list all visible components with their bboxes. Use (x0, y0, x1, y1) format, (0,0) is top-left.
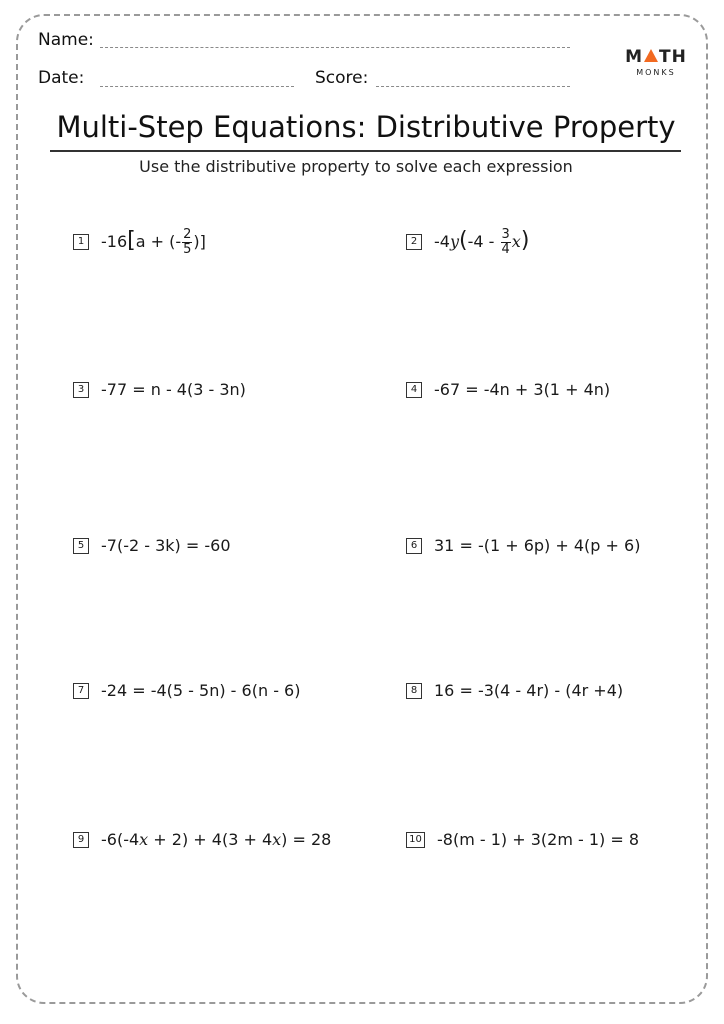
problem-expression: -24 = -4(5 - 5n) - 6(n - 6) (101, 681, 301, 700)
problem-number-box: 6 (406, 538, 422, 554)
expr-variable: x (272, 830, 282, 849)
fraction-numerator: 2 (183, 226, 192, 242)
problem-number-box: 4 (406, 382, 422, 398)
math-monks-logo (625, 48, 687, 78)
problem-4 (406, 377, 610, 403)
expr-variable: x (139, 830, 149, 849)
problem-number-box: 1 (73, 234, 89, 250)
problem-number-box: 2 (406, 234, 422, 250)
expr-bracket: [ (127, 227, 136, 253)
fraction (182, 228, 192, 257)
problem-9 (73, 827, 331, 853)
title-underline (50, 150, 681, 152)
problem-number-box: 7 (73, 683, 89, 699)
problem-expression: -8(m - 1) + 3(2m - 1) = 8 (437, 830, 640, 849)
problem-10 (406, 827, 639, 853)
score-label: Score: (315, 68, 369, 88)
expr-part: + 2) + 4(3 + 4 (148, 830, 273, 849)
score-field-line[interactable] (376, 86, 570, 87)
problem-2 (406, 226, 530, 257)
problem-5 (73, 533, 231, 559)
fraction-denominator: 4 (501, 241, 510, 257)
instructions: Use the distributive property to solve each expression (139, 157, 573, 176)
problem-number-box: 8 (406, 683, 422, 699)
problem-3 (73, 377, 246, 403)
page-title: Multi-Step Equations: Distributive Property (56, 110, 676, 144)
problem-number-box: 3 (73, 382, 89, 398)
name-label: Name: (38, 30, 94, 50)
triangle-icon (644, 49, 658, 62)
date-label: Date: (38, 68, 85, 88)
expr-part: )] (193, 231, 206, 251)
expr-paren: ( (459, 227, 468, 253)
expr-variable: y (449, 231, 459, 251)
expr-paren: ) (520, 227, 530, 253)
expr-part: a + (- (135, 231, 182, 251)
name-field-line[interactable] (100, 47, 570, 48)
expr-part: -4 - (467, 231, 500, 251)
problem-expression (434, 228, 529, 257)
problem-number-box: 9 (73, 832, 89, 848)
problem-8 (406, 678, 623, 704)
problem-6 (406, 533, 640, 559)
problem-expression: 16 = -3(4 - 4r) - (4r +4) (434, 681, 624, 700)
problem-expression: -67 = -4n + 3(1 + 4n) (434, 380, 611, 399)
expr-part: -6(-4 (101, 830, 140, 849)
problem-expression (101, 228, 206, 257)
expr-variable: x (511, 231, 521, 251)
problem-number-box: 10 (406, 832, 425, 848)
logo-wordmark (625, 48, 687, 66)
logo-subtext: MONKS (636, 68, 676, 77)
fraction (501, 228, 511, 257)
expr-part: -16 (101, 231, 128, 251)
expr-part: -4 (434, 231, 450, 251)
date-field-line[interactable] (100, 86, 294, 87)
problem-expression: -7(-2 - 3k) = -60 (101, 536, 231, 555)
logo-letters-th: TH (659, 47, 687, 67)
problem-7 (73, 678, 300, 704)
expr-part: ) = 28 (281, 830, 332, 849)
fraction-numerator: 3 (501, 226, 510, 242)
problem-expression (101, 829, 331, 851)
problem-1 (73, 226, 206, 257)
problem-expression: 31 = -(1 + 6p) + 4(p + 6) (434, 536, 641, 555)
problem-expression: -77 = n - 4(3 - 3n) (101, 380, 246, 399)
logo-letter-m: M (625, 47, 644, 67)
fraction-denominator: 5 (183, 241, 192, 257)
problem-number-box: 5 (73, 538, 89, 554)
